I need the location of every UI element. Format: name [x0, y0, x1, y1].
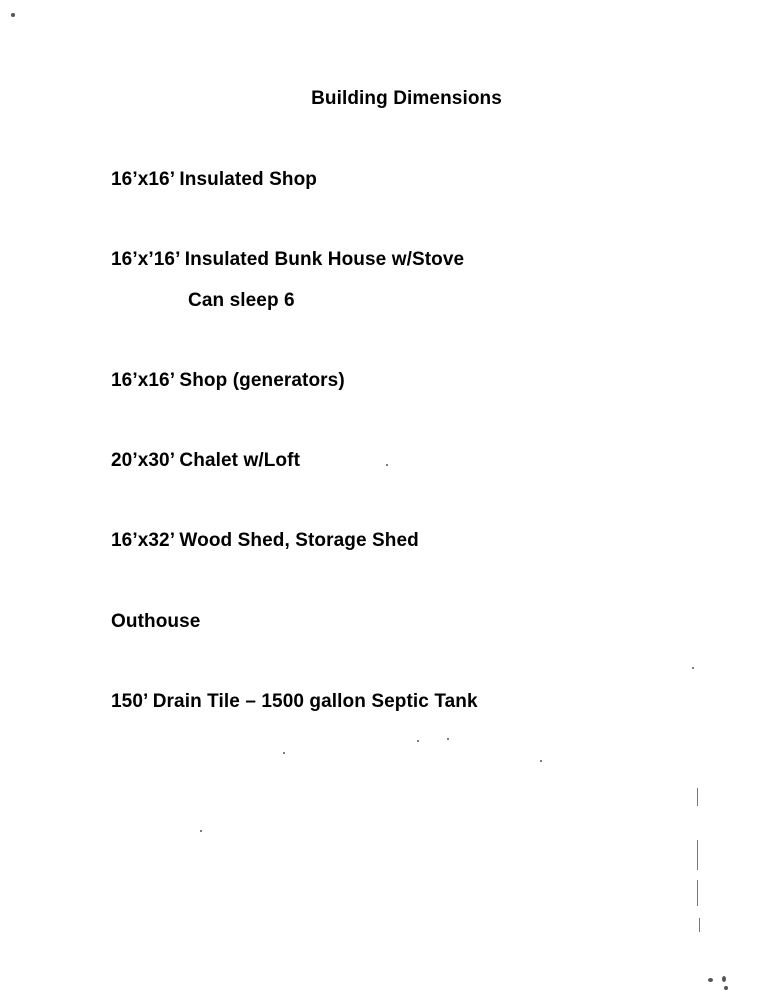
scan-speck [722, 976, 726, 982]
item-bunk-house-capacity: Can sleep 6 [188, 290, 295, 311]
item-outhouse: Outhouse [111, 611, 201, 632]
scan-speck [708, 978, 713, 982]
item-generator-shop: 16’x16’ Shop (generators) [111, 370, 345, 391]
item-insulated-shop: 16’x16’ Insulated Shop [111, 169, 317, 190]
item-wood-shed: 16’x32’ Wood Shed, Storage Shed [111, 530, 419, 551]
scan-mark [699, 918, 700, 932]
scan-speck [692, 667, 694, 669]
scan-mark [697, 840, 698, 870]
scan-speck [724, 986, 728, 990]
item-septic: 150’ Drain Tile – 1500 gallon Septic Tank [111, 691, 478, 712]
scan-mark [697, 788, 698, 806]
scan-mark [697, 880, 698, 906]
scan-speck [540, 760, 542, 762]
item-chalet: 20’x30’ Chalet w/Loft [111, 450, 300, 471]
scan-speck [283, 752, 285, 754]
scan-speck [386, 464, 388, 466]
scan-speck [11, 13, 15, 17]
page-title: Building Dimensions [311, 88, 502, 109]
scan-speck [200, 830, 202, 832]
scan-speck [417, 740, 419, 742]
scan-speck [447, 738, 449, 740]
item-bunk-house: 16’x’16’ Insulated Bunk House w/Stove [111, 249, 465, 270]
